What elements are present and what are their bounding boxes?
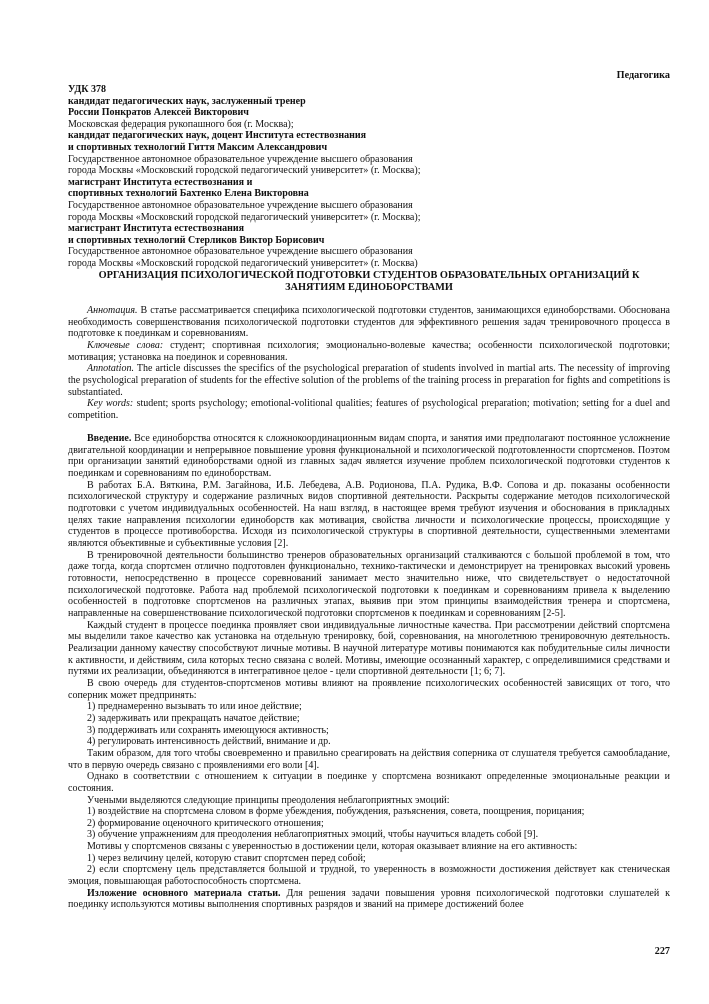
author-3 bbox=[68, 177, 670, 223]
body-paragraph: Таким образом, для того чтобы своевременно и правильно среагировать на действия соперника от слушателя требуется самообладание, что в первую очередь связано с проявлениями его воли [4]. bbox=[68, 747, 670, 771]
author-affiliation: города Москвы «Московский городской педагогический университет» (г. Москва); bbox=[68, 165, 421, 177]
udc-code: УДК 378 bbox=[68, 84, 106, 95]
list-item: 1) преднамеренно вызывать то или иное действие; bbox=[87, 701, 302, 713]
body-paragraph: В работах Б.А. Вяткина, Р.М. Загайнова, И.Б. Лебедева, А.В. Родионова, П.А. Рудика, В.Ф. Сопова и др. показаны особенности психологической структуру и содержание различных видов спортивной деятельности. Раскрыты содержание методов психологической подготовки с учетом индивидуальных особенностей. На наш взгляд, в настоящее время требуют изучения и обоснования в прикладных целях такие направления психологии единоборств как мотивация, свойства личности и психологические процессы, происходящие у студентов в процессе противоборства. Исходя из психологической структуры в спортивной деятельности, существенными элементами являются объективные и субъективные условия [2]. bbox=[68, 479, 670, 550]
list-item: 3) поддерживать или сохранять имеющуюся активность; bbox=[87, 724, 329, 736]
list-item: 1) через величину целей, которую ставит спортсмен перед собой; bbox=[87, 852, 366, 864]
abstract-ru-label: Аннотация. bbox=[87, 305, 138, 316]
body-paragraph: Учеными выделяются следующие принципы преодоления неблагоприятных эмоций: bbox=[87, 794, 450, 806]
keywords-ru-text: студент; спортивная психология; эмоционально-волевые качества; особенности психологической подготовки; мотивация; установка на поединок и соревнования. bbox=[68, 339, 670, 363]
list-item: 2) формирование оценочного критического отношения; bbox=[87, 817, 324, 829]
author-title: кандидат педагогических наук, заслуженный тренер bbox=[68, 95, 306, 107]
keywords-en bbox=[68, 398, 670, 421]
list-item: 2) задерживать или прекращать начатое действие; bbox=[87, 712, 300, 724]
abstract-ru bbox=[68, 305, 670, 340]
keywords-ru bbox=[68, 340, 670, 363]
author-name: и спортивных технологий Стерликов Виктор Борисович bbox=[68, 234, 325, 246]
author-4 bbox=[68, 223, 670, 269]
body-paragraph: Каждый студент в процессе поединка проявляет свои индивидуальные личностные качества. При рассмотрении действий спортсмена мы выделили такое качество как установка на отдельную тренировку, бой, соревнования, на многолетнюю тренировочную деятельность. Реализации данному качеству способствуют личные мотивы. В научной литературе мотивы понимаются как побудительные силы личности к активности, и действиям, сила которых тесно связана с волей. Мотивы, имеющие осознанный характер, с определившимися средствами и путями их реализации, объединяются в интегративное целое - цели спортивной деятельности [1; 6; 7]. bbox=[68, 619, 670, 678]
author-name: и спортивных технологий Гиття Максим Александрович bbox=[68, 141, 328, 153]
page-number: 227 bbox=[654, 946, 670, 957]
body-paragraph: Однако в соответствии с отношением к ситуации в поединке у спортсмена возникают определенные эмоциональные реакции и состояния. bbox=[68, 771, 670, 794]
intro-label: Введение. bbox=[87, 433, 132, 445]
abstract-en bbox=[68, 363, 670, 398]
author-name: спортивных технологий Бахтенко Елена Викторовна bbox=[68, 188, 309, 200]
author-affiliation: Государственное автономное образовательное учреждение высшего образования bbox=[68, 199, 413, 211]
list-item: 2) если спортсмену цель представляется большой и трудной, то уверенность в возможности достижения действует как стеническая эмоция, повышающая работоспособность спортсмена. bbox=[68, 864, 670, 888]
author-affiliation: Государственное автономное образовательное учреждение высшего образования bbox=[68, 246, 413, 258]
main-section-text: Для решения задачи повышения уровня психологической подготовки слушателей к поединку используются мотивы выполнения спортивных разрядов и званий на примере достижений более bbox=[68, 887, 670, 911]
body-paragraph: Мотивы у спортсменов связаны с уверенностью в достижении цели, которая оказывает влияние на его активность: bbox=[87, 841, 578, 853]
article-title: ОРГАНИЗАЦИЯ ПСИХОЛОГИЧЕСКОЙ ПОДГОТОВКИ СТУДЕНТОВ ОБРАЗОВАТЕЛЬНЫХ ОРГАНИЗАЦИЙ К ЗАНЯТИЯМ ЕДИНОБОРСТВАМИ bbox=[98, 270, 640, 293]
author-title: магистрант Института естествознания bbox=[68, 223, 245, 235]
author-title: магистрант Института естествознания и bbox=[68, 176, 253, 188]
author-2 bbox=[68, 130, 670, 176]
intro-paragraph bbox=[68, 433, 670, 480]
author-affiliation: Московская федерация рукопашного боя (г. Москва); bbox=[68, 118, 294, 130]
author-name: России Понкратов Алексей Викторович bbox=[68, 107, 249, 119]
author-affiliation: города Москвы «Московский городской педагогический университет» (г. Москва); bbox=[68, 211, 421, 223]
article-body bbox=[68, 305, 670, 911]
author-block bbox=[68, 84, 670, 270]
main-section-label: Изложение основного материала статьи. bbox=[87, 887, 281, 899]
author-1 bbox=[68, 96, 670, 131]
keywords-en-label: Key words: bbox=[87, 398, 134, 410]
body-paragraph: В свою очередь для студентов-спортсменов мотивы влияют на проявление психологических особенностей зависящих от того, что соперник может предпринять: bbox=[68, 677, 670, 701]
list-item: 3) обучение упражнениям для преодоления неблагоприятных эмоций, чтобы научиться владеть собой [9]. bbox=[87, 829, 539, 841]
running-header: Педагогика bbox=[616, 70, 670, 81]
abstract-en-text: The article discusses the specifics of the psychological preparation of students involved in martial arts. The necessity of improving the psychological preparation of students for the effective solution of the problems of the training process in preparation for fights and competitions is substantiated. bbox=[68, 363, 670, 398]
abstract-ru-text: В статье рассматривается специфика психологической подготовки студентов, занимающихся единоборствами. Обоснована необходимость совершенствования психологической подготовки студентов для эффективного решения задач тренировочного процесса в подготовке к поединкам и соревнованиям. bbox=[68, 305, 670, 340]
author-affiliation: города Москвы «Московский городской педагогический университет» (г. Москва) bbox=[68, 257, 418, 269]
list-item: 1) воздействие на спортсмена словом в форме убеждения, побуждения, разъяснения, совета, поощрения, порицания; bbox=[87, 806, 585, 818]
main-section-paragraph bbox=[68, 888, 670, 911]
author-affiliation: Государственное автономное образовательное учреждение высшего образования bbox=[68, 153, 413, 165]
intro-text: Все единоборства относятся к сложнокоординационным видам спорта, и занятия ими предполагают постоянное усложнение двигательной координации и непрерывное повышение уровня функциональной и психологической подготовленности спортсменов. Поэтом при организации занятий единоборствами одной из главных задач является изучение проблем психологической подготовки студентов к поединкам и соревнованиям по единоборствам. bbox=[68, 433, 670, 480]
list-item: 4) регулировать интенсивность действий, внимание и др. bbox=[87, 736, 331, 748]
keywords-en-text: student; sports psychology; emotional-volitional qualities; features of psychological preparation; motivation; setting for a duel and competition. bbox=[68, 398, 671, 421]
abstract-en-label: Annotation. bbox=[87, 363, 134, 375]
keywords-ru-label: Ключевые слова: bbox=[87, 339, 164, 351]
body-paragraph: В тренировочной деятельности большинство тренеров образовательных организаций сталкиваются с большой проблемой в том, что даже тогда, когда спортсмен отлично подготовлен функционально, технико-тактически и демонстрирует на тренировках высокий уровень готовности, непосредственно в процессе соревнований занимает место значительно ниже, что свидетельствует о недостаточной психологической подготовке. Работа над проблемой психологической подготовки к поединкам и соревнованиям привела к выделению особенностей в подготовке спортсменов на различных этапах, выявив при этом принципы взаимодействия тренера и спортсмена, направленные на совершенствование психологической подготовки спортсменов к поединкам и соревнованиям [2-5]. bbox=[68, 549, 670, 619]
author-title: кандидат педагогических наук, доцент Института естествознания bbox=[68, 130, 367, 142]
